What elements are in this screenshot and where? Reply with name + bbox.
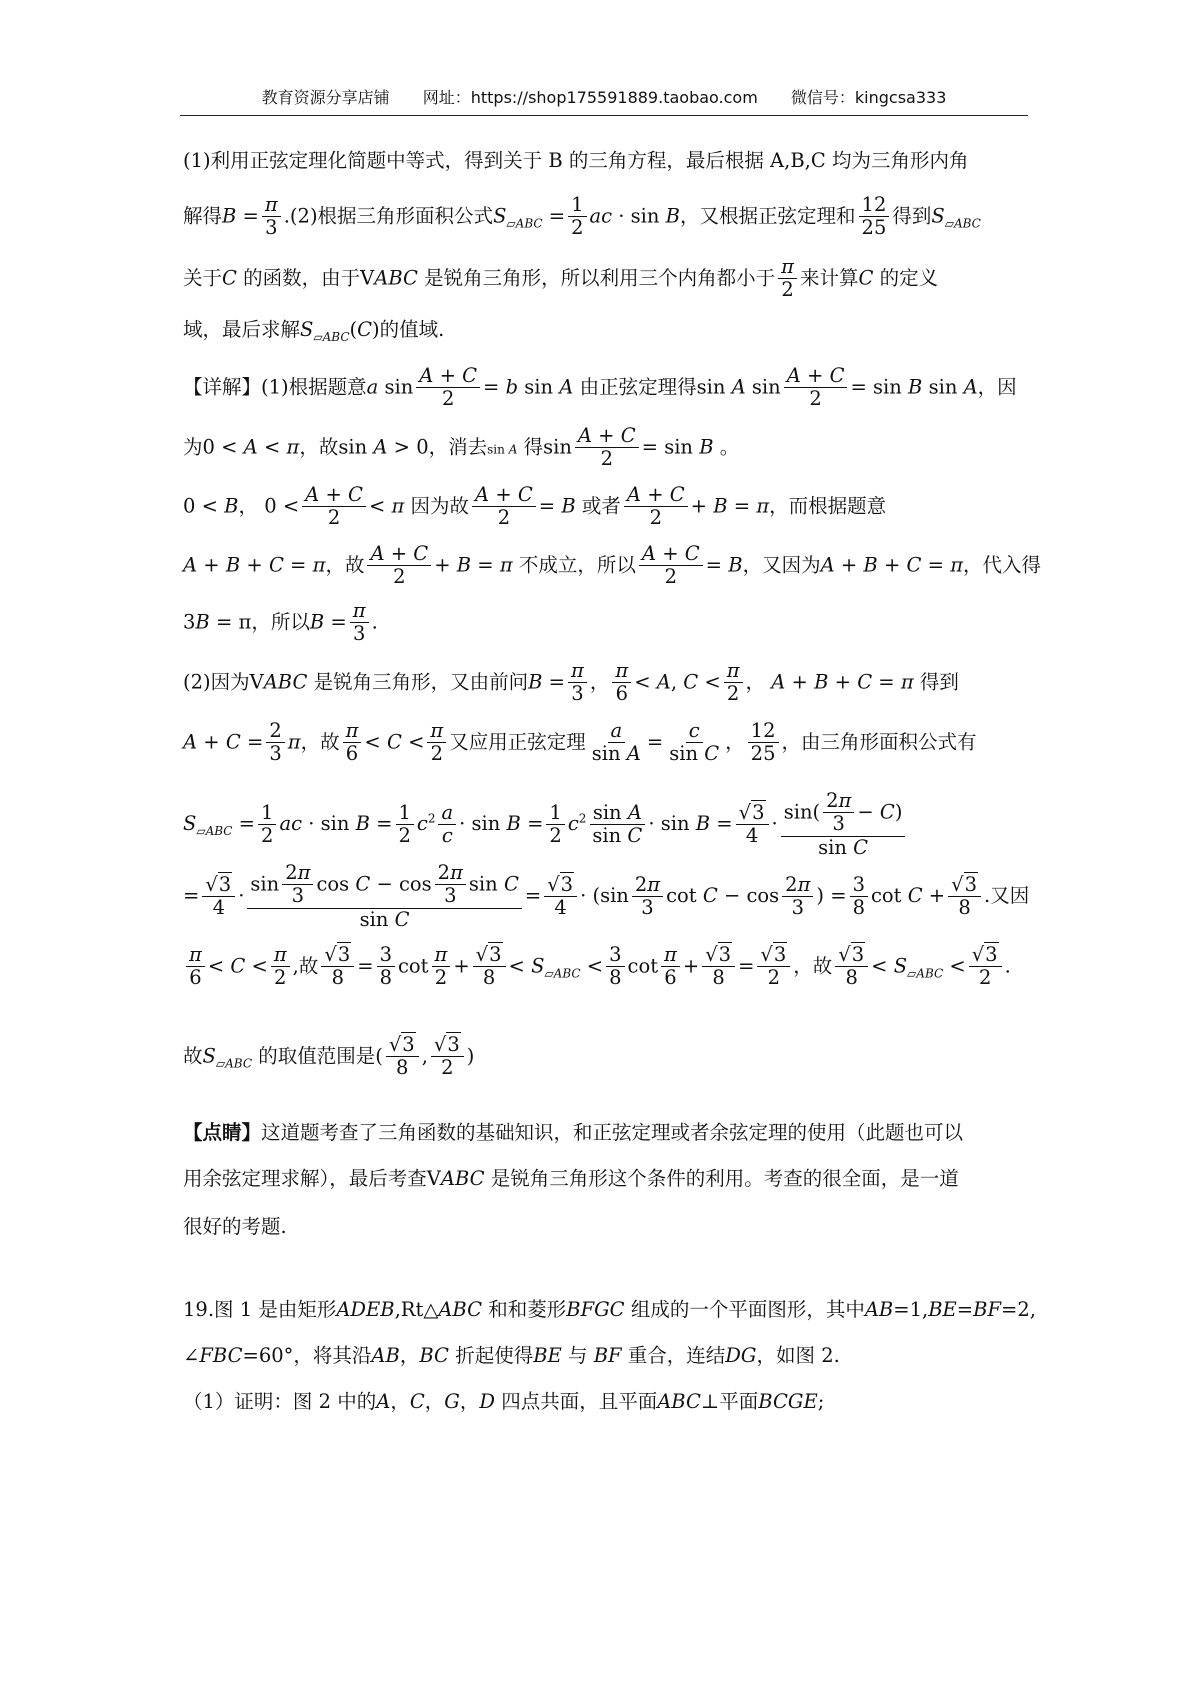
- analysis-line-3: 关于C 的函数，由于VABC 是锐角三角形，所以利用三个内角都小于 $\frac{\pi}{2}$ 来计算C 的定义: [183, 255, 939, 302]
- analysis-line-4: 域，最后求解$S_{▱ABC}(C)$的值域.: [183, 318, 445, 344]
- analysis-line-1: (1)利用正弦定理化简题中等式，得到关于 B 的三角方程，最后根据 A,B,C 均为三角形内角: [183, 149, 969, 172]
- analysis-line-2: 解得B = $\frac{\pi}{3}$ .(2)根据三角形面积公式$S_{▱ABC}$ = $\frac{1}{2}$ ac · sin B，又根据正弦定理和 $\frac{12}{25}$ 得到$S_{▱ABC}$: [183, 193, 981, 240]
- detail-line-3: 0 < B， 0 < $\frac{A + C}{2}$ < π 因为故 $\frac{A + C}{2}$ = B 或者 $\frac{A + C}{2}$ + B = π，而根据题意: [183, 483, 887, 530]
- header-site: 网址：https://shop175591889.taobao.com: [422, 88, 758, 107]
- tip-line-2: 用余弦定理求解），最后考查VABC 是锐角三角形这个条件的利用。考查的很全面，是一道: [183, 1167, 959, 1190]
- header-wechat: 微信号：kingcsa333: [790, 88, 947, 107]
- question19-line-2: ∠FBC=60°，将其沿AB，BC 折起使得BE 与 BF 重合，连结DG，如图 2.: [183, 1344, 840, 1367]
- tip-line-3: 很好的考题.: [183, 1215, 287, 1238]
- part2-line-1: (2)因为VABC 是锐角三角形，又由前问B = $\frac{\pi}{3}$ ， $\frac{\pi}{6}$ < A, C < $\frac{\pi}{2}$ ， A + B + C = π 得到: [183, 659, 959, 706]
- detail-line-4: A + B + C = π，故 $\frac{A + C}{2}$ + B = π 不成立，所以 $\frac{A + C}{2}$ = B，又因为A + B + C = π，代入得: [183, 542, 1042, 589]
- area-formula-line-2: = $\frac{√3}{4}$ · sin $\frac{2\pi}{3}$ cos C − cos $\frac{2\pi}{3}$ sin C sin C = $\frac{√3}{4}$ · (sin $\frac{2\pi}{3}$ cot C − cos $\frac{2\pi}{3}$ ) = $\frac{3}{8}$ cot C + $\frac{√3}{8}$ .又因: [183, 861, 1030, 931]
- part2-line-2: A + C = $\frac{2}{3}$ π，故 $\frac{\pi}{6}$ < C < $\frac{\pi}{2}$ 又应用正弦定理 $\frac{a}{\text{sin A}}$ = $\frac{c}{\text{sin C}}$ ， $\frac{12}{25}$ ，由三角形面积公式有: [183, 719, 977, 766]
- page-header: [180, 85, 1028, 116]
- conclusion-line: 故$S_{▱ABC}$ 的取值范围是( $\frac{√3}{8}$ , $\frac{√3}{2}$ ): [183, 1033, 475, 1080]
- area-formula-line-1: $S_{▱ABC}$ = $\frac{1}{2}$ ac · sin B = $\frac{1}{2}$ $c^2$ $\frac{a}{c}$ · sin B = $\frac{1}{2}$ $c^2$ $\frac{\text{sin A}}{\text{sin C}}$ · sin B = $\frac{√3}{4}$ · sin( $\frac{2\pi}{3}$ − C) sin C: [183, 790, 908, 859]
- detail-line-5: 3B = π，所以B = $\frac{\pi}{3}$ .: [183, 599, 378, 646]
- header-shop: 教育资源分享店铺: [261, 88, 390, 107]
- question19-line-1: 19.图 1 是由矩形ADEB,Rt△ABC 和和菱形BFGC 组成的一个平面图形，其中AB=1,BE=BF=2,: [183, 1298, 1036, 1321]
- tip-line-1: 【点睛】这道题考查了三角函数的基础知识，和正弦定理或者余弦定理的使用（此题也可以: [183, 1121, 964, 1144]
- question19-line-3: （1）证明：图 2 中的A，C，G，D 四点共面，且平面ABC⊥平面BCGE;: [183, 1390, 825, 1413]
- detail-line-1: 【详解】(1)根据题意a sin $\frac{A + C}{2}$ = b sin A 由正弦定理得sin A sin $\frac{A + C}{2}$ = sin B sin A，因: [183, 364, 1017, 411]
- detail-line-2: 为0 < A < π，故sin A > 0，消去sin A 得sin $\frac{A + C}{2}$ = sin B 。: [183, 424, 740, 471]
- range-line: $\frac{\pi}{6}$ < C < $\frac{\pi}{2}$ ,故 $\frac{√3}{8}$ = $\frac{3}{8}$ cot $\frac{\pi}{2}$ + $\frac{√3}{8}$ < $S_{▱ABC}$ < $\frac{3}{8}$ cot $\frac{\pi}{6}$ + $\frac{√3}{8}$ = $\frac{√3}{2}$ ，故 $\frac{√3}{8}$ < $S_{▱ABC}$ < $\frac{√3}{2}$ .: [183, 944, 1011, 990]
